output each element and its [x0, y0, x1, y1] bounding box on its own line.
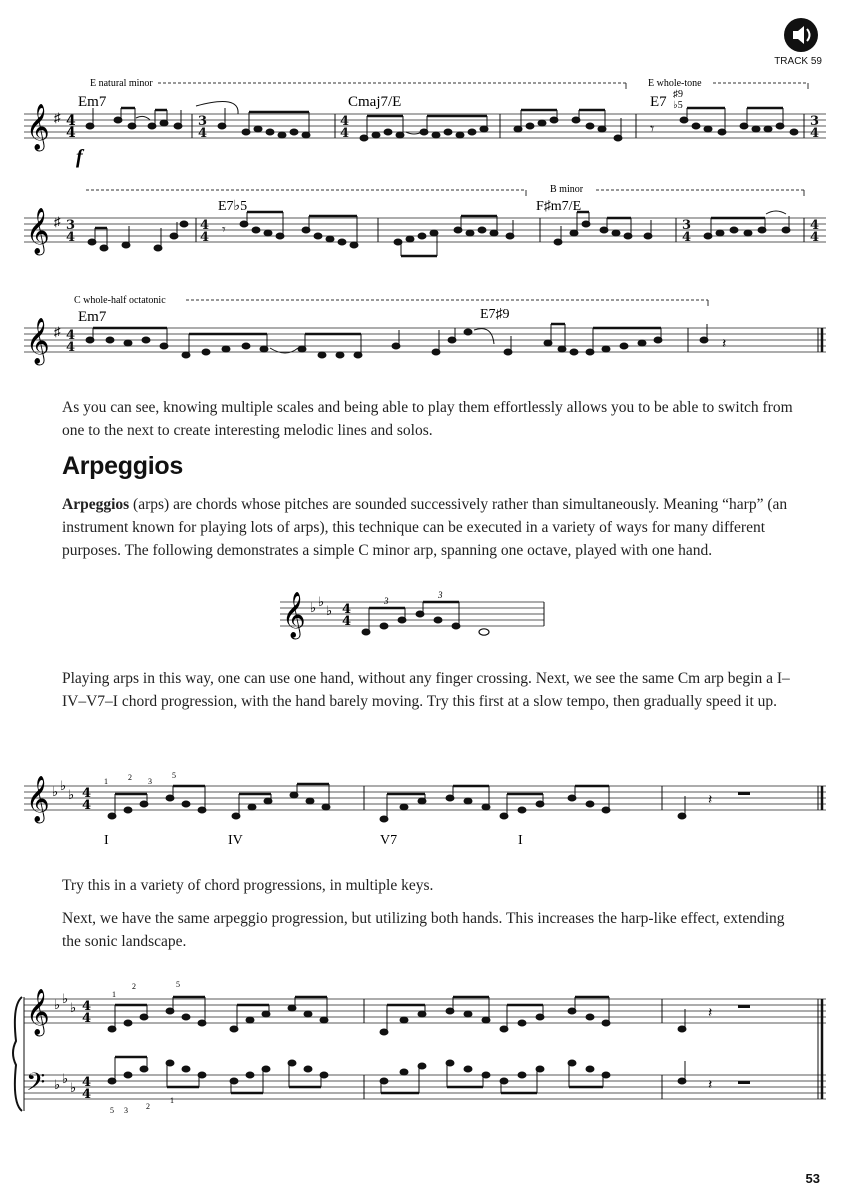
- grand-staff: [0, 975, 844, 1140]
- scale-label-b-minor: B minor: [550, 184, 584, 195]
- svg-text:4: 4: [82, 1087, 92, 1102]
- chord-fsharp-m7-e: F♯m7/E: [536, 199, 582, 214]
- svg-text:𝄽: 𝄽: [708, 1006, 713, 1021]
- paragraph-arpeggios: [62, 493, 802, 562]
- svg-text:♭: ♭: [62, 991, 69, 1006]
- svg-text:3: 3: [124, 1106, 128, 1115]
- svg-text:♭: ♭: [318, 594, 325, 609]
- treble-clef-icon: 𝄞: [26, 104, 50, 149]
- chord-em7: Em7: [78, 309, 107, 325]
- scale-label-e-whole-tone: E whole-tone: [648, 78, 702, 89]
- svg-text:4: 4: [340, 114, 350, 129]
- svg-text:4: 4: [200, 218, 210, 233]
- sharp-icon: ♯: [54, 110, 61, 125]
- staff-system-1: [0, 70, 844, 175]
- svg-text:2: 2: [146, 1102, 150, 1111]
- chord-cmaj7-e: Cmaj7/E: [348, 94, 402, 110]
- scale-label-e-natural-minor: E natural minor: [90, 78, 153, 89]
- chord-ext-flat5: ♭5: [673, 100, 683, 111]
- paragraph-arpeggios-text: (arps) are chords whose pitches are sounded successively rather than simultaneously. Meaning “harp” (an instrument known for playing lots of arps), this technique can be executed in a variety of ways for many different purposes. The following demonstrates a simple C minor arp, spanning one octave, played with one hand.: [62, 496, 788, 559]
- chord-ext-sharp9: ♯9: [673, 89, 683, 100]
- svg-text:4: 4: [82, 786, 92, 801]
- roman-numeral-iv: IV: [228, 833, 243, 848]
- svg-text:♭: ♭: [52, 784, 59, 799]
- staff-cminor-arp: [280, 588, 550, 648]
- paragraph-variety: Try this in a variety of chord progressions, in multiple keys.: [62, 877, 434, 894]
- brace-icon: [13, 997, 22, 1111]
- staff-system-2: [0, 178, 844, 278]
- staff-system-3: [0, 288, 844, 383]
- scale-label-c-octatonic: C whole-half octatonic: [74, 295, 166, 306]
- svg-text:♭: ♭: [326, 603, 333, 618]
- svg-text:4: 4: [82, 1075, 92, 1090]
- svg-text:3: 3: [682, 218, 692, 233]
- svg-text:4: 4: [342, 602, 352, 617]
- svg-text:4: 4: [810, 126, 820, 141]
- paragraph-both-hands: Next, we have the same arpeggio progression, but utilizing both hands. This increases the harp-like effect, extending the sonic landscape.: [62, 910, 785, 950]
- svg-text:4: 4: [200, 230, 210, 245]
- svg-text:3: 3: [198, 114, 208, 129]
- svg-text:5: 5: [176, 980, 180, 989]
- svg-text:♭: ♭: [54, 1077, 61, 1092]
- bass-clef-icon: 𝄢: [26, 1069, 46, 1102]
- svg-text:4: 4: [66, 328, 76, 343]
- paragraph-progression: Playing arps in this way, one can use one hand, without any finger crossing. Next, we see the same Cm arp begin a I–IV–V7–I chord progression, with the hand barely moving. Try this first at a slow tempo, then gradually speed it up.: [62, 670, 790, 710]
- sharp-icon: ♯: [54, 214, 61, 229]
- svg-text:4: 4: [342, 614, 352, 629]
- svg-text:1: 1: [170, 1096, 174, 1105]
- treble-clef-icon: 𝄞: [282, 592, 306, 637]
- treble-clef-icon: 𝄞: [26, 989, 50, 1034]
- svg-text:4: 4: [82, 798, 92, 813]
- svg-text:4: 4: [66, 230, 76, 245]
- svg-text:4: 4: [682, 230, 692, 245]
- notes-system-1: [86, 108, 819, 141]
- roman-numeral-i: I: [104, 833, 109, 848]
- chord-e7: E7: [650, 94, 667, 110]
- dynamic-forte: f: [76, 146, 83, 168]
- notes-system-3: [66, 324, 822, 358]
- chord-e7sharp9: E7♯9: [480, 307, 510, 322]
- svg-text:𝄾: 𝄾: [650, 121, 655, 138]
- svg-text:4: 4: [82, 1011, 92, 1026]
- svg-text:♭: ♭: [60, 778, 67, 793]
- notes-system-2: [66, 212, 819, 256]
- svg-text:3: 3: [66, 218, 76, 233]
- svg-text:5: 5: [110, 1106, 114, 1115]
- svg-text:2: 2: [128, 773, 132, 782]
- sharp-icon: ♯: [54, 324, 61, 339]
- svg-text:3: 3: [148, 777, 152, 786]
- svg-text:2: 2: [132, 982, 136, 991]
- svg-text:4: 4: [810, 218, 820, 233]
- section-heading: Arpeggios: [62, 452, 183, 480]
- roman-numeral-v7: V7: [380, 833, 398, 848]
- svg-text:𝄽: 𝄽: [708, 1078, 713, 1093]
- treble-clef-icon: 𝄞: [26, 318, 50, 363]
- svg-text:3: 3: [384, 596, 389, 606]
- svg-text:5: 5: [172, 771, 176, 780]
- flat-icon: ♭: [310, 600, 317, 615]
- svg-text:4: 4: [198, 126, 208, 141]
- svg-text:♭: ♭: [70, 1080, 77, 1095]
- svg-text:4: 4: [340, 126, 350, 141]
- svg-text:𝄾: 𝄾: [222, 223, 226, 238]
- paragraph-intro: As you can see, knowing multiple scales and being able to play them effortlessly allows you to be able to switch from one to the next to create interesting melodic lines and solos.: [62, 399, 793, 439]
- svg-text:♭: ♭: [62, 1071, 69, 1086]
- svg-text:4: 4: [66, 113, 76, 129]
- svg-text:3: 3: [438, 590, 443, 600]
- staff-progression: [0, 772, 844, 852]
- svg-text:1: 1: [104, 777, 108, 786]
- svg-text:4: 4: [66, 340, 76, 355]
- svg-text:3: 3: [810, 114, 820, 129]
- term-arpeggios: Arpeggios: [62, 496, 130, 513]
- svg-text:♭: ♭: [70, 1000, 77, 1015]
- track-label: TRACK 59: [774, 56, 822, 67]
- svg-text:1: 1: [112, 990, 116, 999]
- svg-text:4: 4: [82, 999, 92, 1014]
- chord-em7: Em7: [78, 94, 107, 110]
- treble-clef-icon: 𝄞: [26, 776, 50, 821]
- roman-numeral-i-final: I: [518, 833, 523, 848]
- chord-e7b5: E7♭5: [218, 199, 248, 214]
- svg-text:𝄽: 𝄽: [708, 793, 713, 808]
- treble-clef-icon: 𝄞: [26, 208, 50, 253]
- page-number: 53: [805, 1171, 820, 1186]
- svg-text:4: 4: [810, 230, 820, 245]
- svg-text:4: 4: [66, 125, 76, 141]
- svg-text:♭: ♭: [68, 787, 75, 802]
- svg-text:♭: ♭: [54, 997, 61, 1012]
- speaker-icon: [784, 18, 818, 52]
- svg-text:𝄽: 𝄽: [722, 337, 727, 352]
